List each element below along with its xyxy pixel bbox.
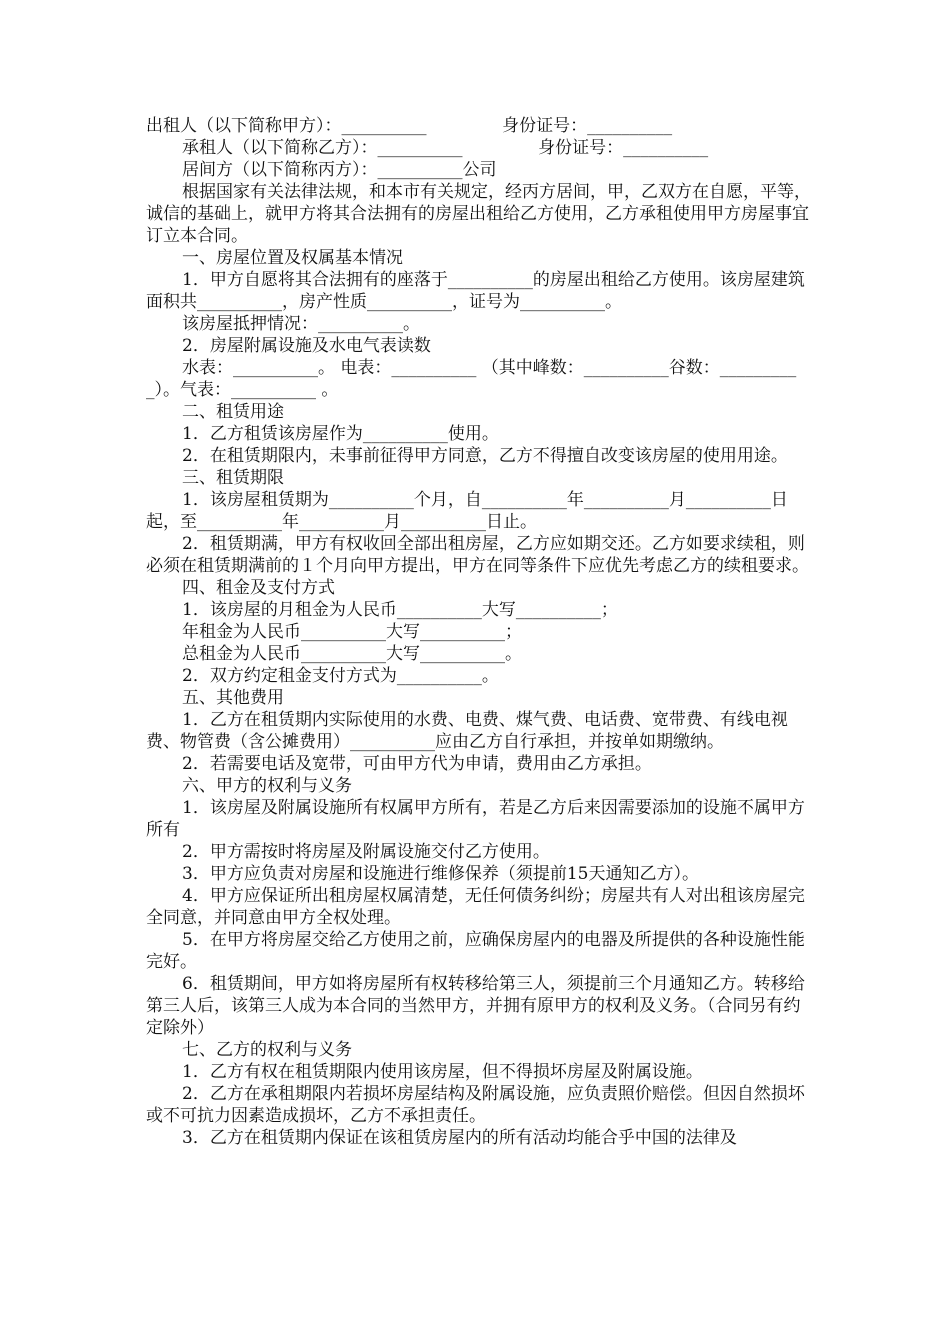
annual-rent-line: 年租金为人民币__________大写__________；	[182, 622, 522, 642]
section-1-clause-1: 1．甲方自愿将其合法拥有的座落于__________的房屋出租给乙方使用。该房屋建筑面积共__________，房产性质__________，证号为__________。	[146, 270, 805, 312]
section-6-clause-5: 5．在甲方将房屋交给乙方使用之前，应确保房屋内的电器及所提供的各种设施性能完好。	[146, 930, 805, 972]
section-3-clause-1: 1．该房屋租赁期为__________个月，自__________年__________月__________日起，至__________年__________月__________日止。	[146, 490, 788, 532]
lessee-line: 承租人（以下简称乙方）：__________ 身份证号：__________	[182, 138, 709, 158]
section-7-clause-2: 2．乙方在承租期限内若损坏房屋结构及附属设施，应负责照价赔偿。但因自然损坏或不可抗力因素造成损坏，乙方不承担责任。	[146, 1084, 805, 1126]
section-4-heading: 四、租金及支付方式	[182, 578, 335, 598]
section-2-heading: 二、租赁用途	[182, 402, 284, 422]
section-7-clause-1: 1．乙方有权在租赁期限内使用该房屋，但不得损坏房屋及附属设施。	[182, 1062, 703, 1082]
section-5-clause-1: 1．乙方在租赁期内实际使用的水费、电费、煤气费、电话费、宽带费、有线电视费、物管费（含公摊费用）__________应由乙方自行承担，并按单如期缴纳。	[146, 710, 788, 752]
lessor-line: 出租人（以下简称甲方）：__________ 身份证号：__________	[146, 116, 673, 136]
section-6-clause-1: 1．该房屋及附属设施所有权属甲方所有，若是乙方后来因需要添加的设施不属甲方所有	[146, 798, 805, 840]
contract-document	[146, 115, 816, 1149]
payment-method-line: 2．双方约定租金支付方式为__________。	[182, 666, 499, 686]
section-5-heading: 五、其他费用	[182, 688, 284, 708]
section-6-heading: 六、甲方的权利与义务	[182, 776, 352, 796]
section-6-clause-2: 2．甲方需按时将房屋及附属设施交付乙方使用。	[182, 842, 550, 862]
section-3-heading: 三、租赁期限	[182, 468, 284, 488]
meter-readings: 水表：__________。 电表：__________ （其中峰数：__________谷数：__________）。气表：__________ 。	[146, 358, 797, 400]
monthly-rent-line: 1．该房屋的月租金为人民币__________大写__________；	[182, 600, 618, 620]
section-3-clause-2: 2．租赁期满，甲方有权收回全部出租房屋，乙方应如期交还。乙方如要求续租，则必须在租赁期满前的１个月向甲方提出，甲方在同等条件下应优先考虑乙方的续租要求。	[146, 534, 809, 576]
section-6-clause-6: 6．租赁期间，甲方如将房屋所有权转移给第三人，须提前三个月通知乙方。转移给第三人后，该第三人成为本合同的当然甲方，并拥有原甲方的权利及义务。（合同另有约定除外）	[146, 974, 805, 1038]
mortgage-line: 该房屋抵押情况：__________。	[182, 314, 420, 334]
section-2-clause-2: 2．在租赁期限内，未事前征得甲方同意，乙方不得擅自改变该房屋的使用用途。	[182, 446, 788, 466]
section-2-clause-1: 1．乙方租赁该房屋作为__________使用。	[182, 424, 499, 444]
section-6-clause-3: 3．甲方应负责对房屋和设施进行维修保养（须提前15天通知乙方）。	[182, 864, 699, 884]
section-7-clause-3: 3．乙方在租赁期内保证在该租赁房屋内的所有活动均能合乎中国的法律及	[182, 1128, 737, 1148]
section-1-clause-2: 2．房屋附属设施及水电气表读数	[182, 336, 431, 356]
section-6-clause-4: 4．甲方应保证所出租房屋权属清楚，无任何债务纠纷；房屋共有人对出租该房屋完全同意，并同意由甲方全权处理。	[146, 886, 805, 928]
agent-line: 居间方（以下简称丙方）：__________公司	[182, 160, 497, 180]
section-1-heading: 一、房屋位置及权属基本情况	[182, 248, 403, 268]
total-rent-line: 总租金为人民币__________大写__________。	[182, 644, 522, 664]
section-5-clause-2: 2．若需要电话及宽带，可由甲方代为申请，费用由乙方承担。	[182, 754, 652, 774]
section-7-heading: 七、乙方的权利与义务	[182, 1040, 352, 1060]
preamble-paragraph: 根据国家有关法律法规，和本市有关规定，经丙方居间，甲，乙双方在自愿，平等，诚信的基础上，就甲方将其合法拥有的房屋出租给乙方使用，乙方承租使用甲方房屋事宜订立本合同。	[146, 182, 811, 246]
